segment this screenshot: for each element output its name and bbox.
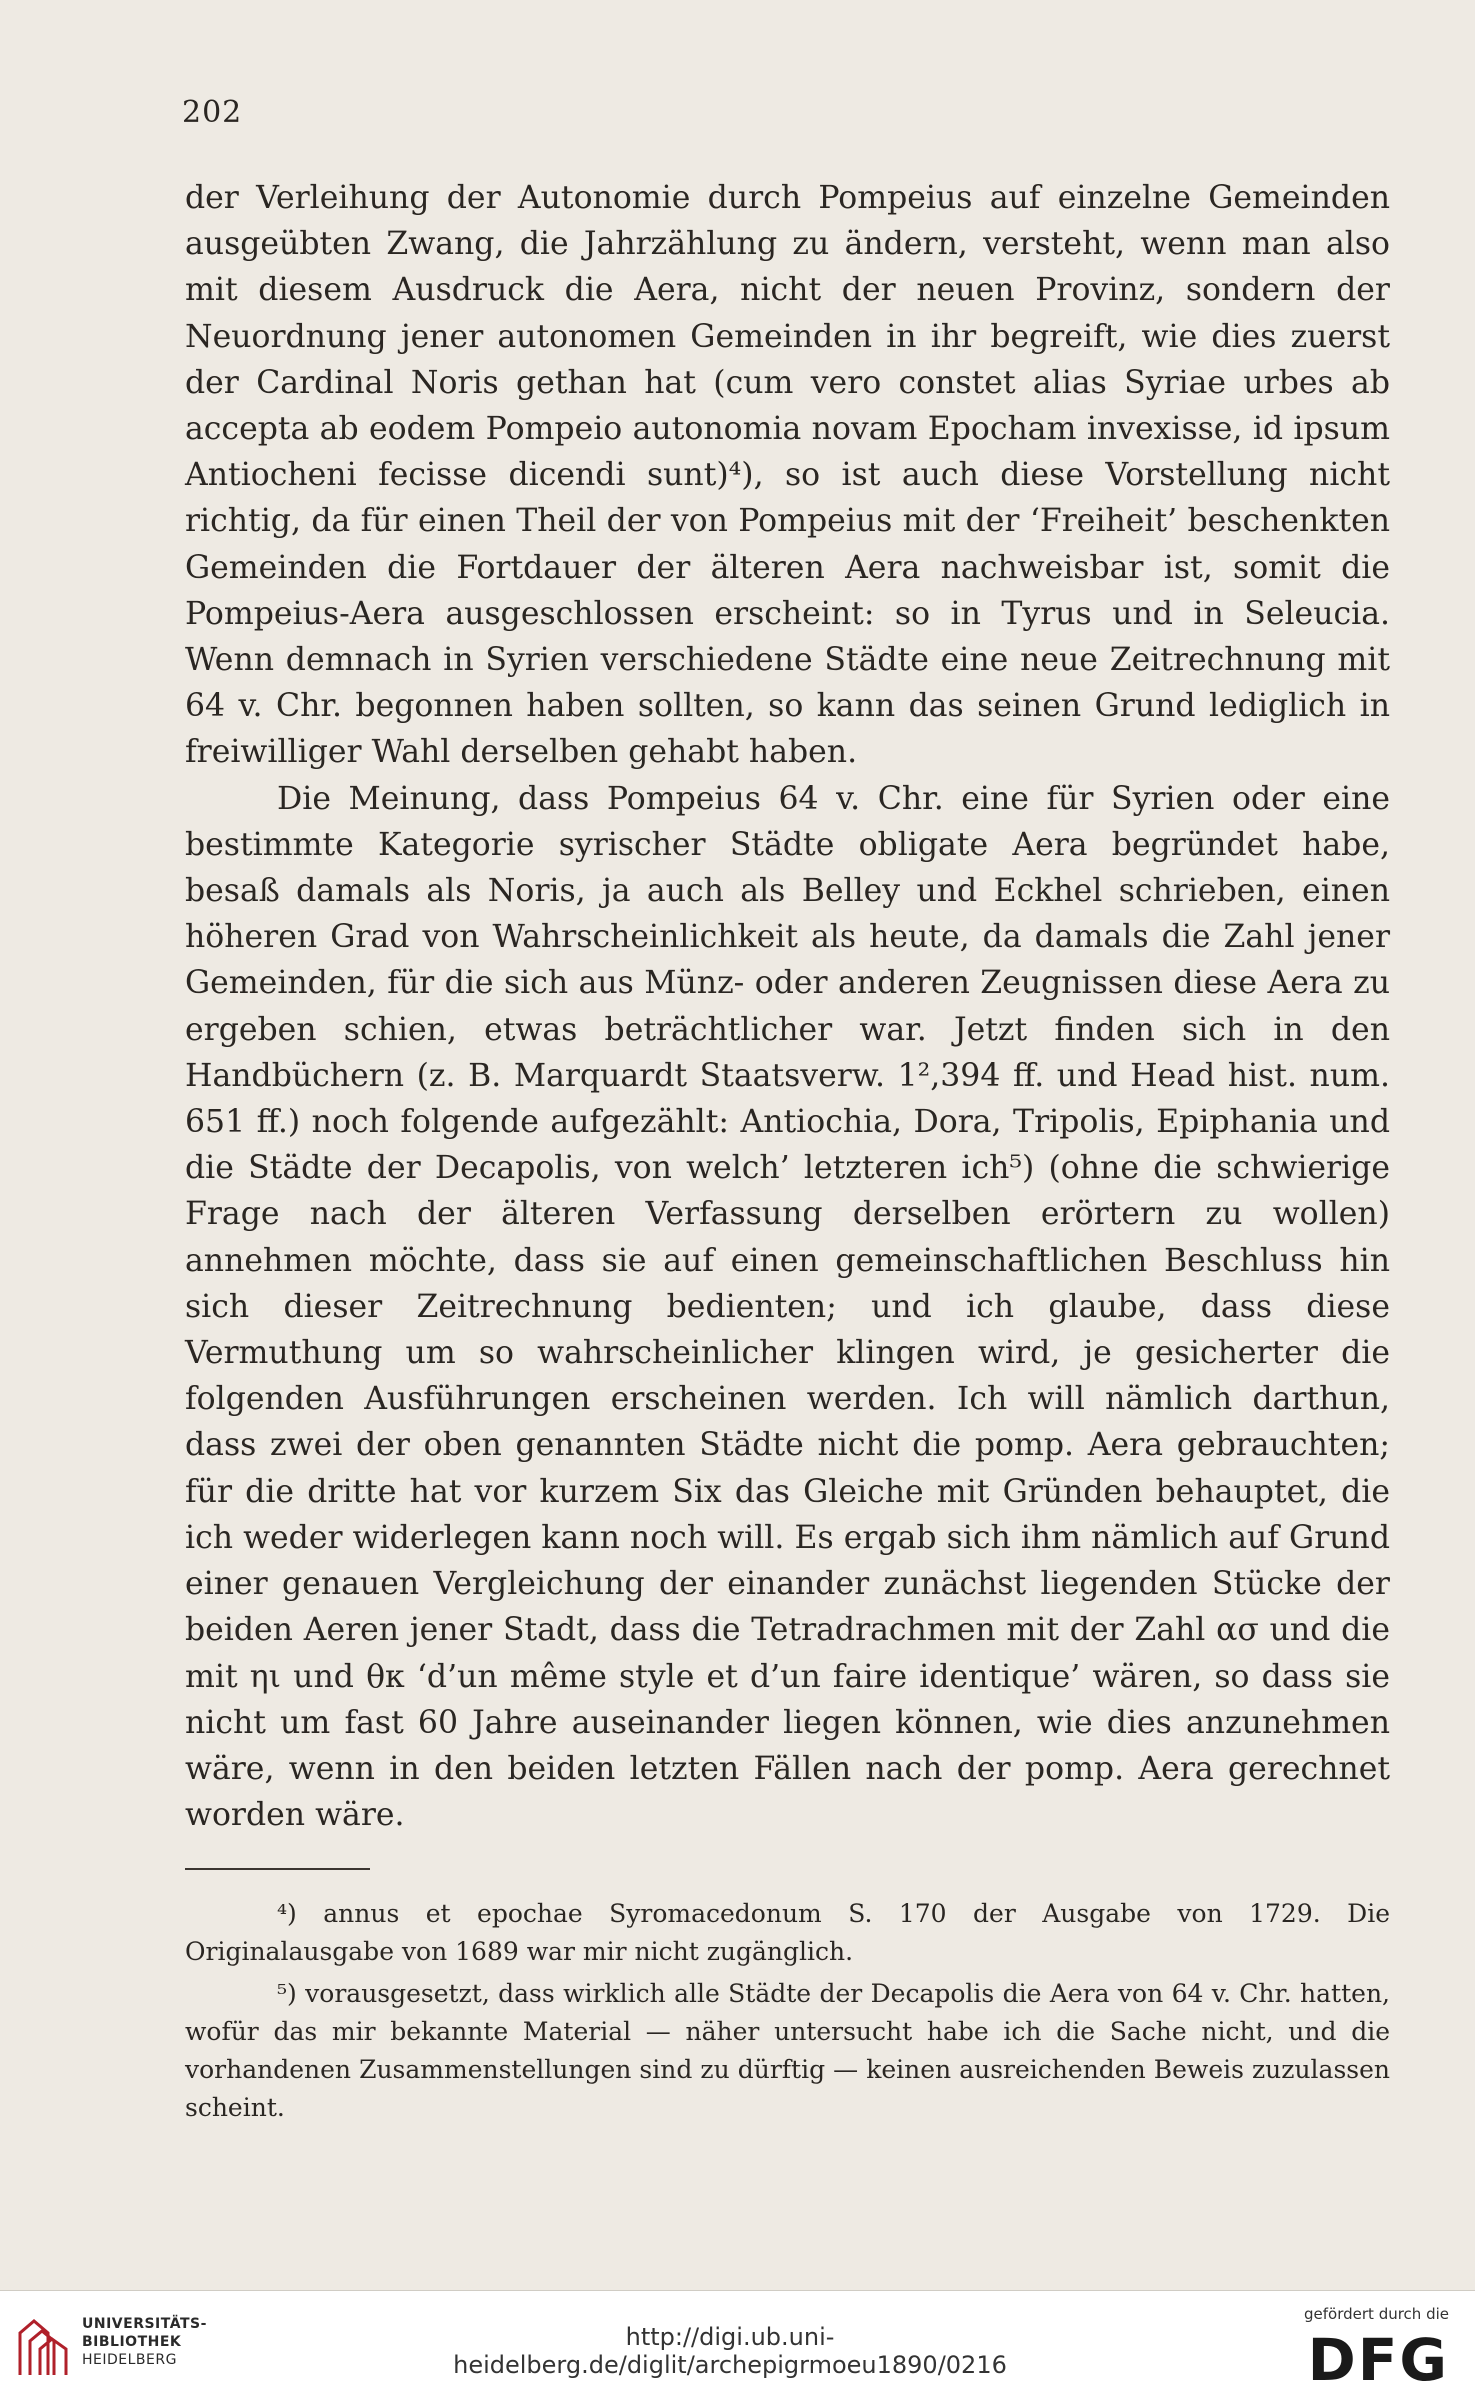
body-text <box>185 175 1390 1838</box>
dfg-logo: DFG <box>1307 2326 1449 2394</box>
viewer-footer <box>0 2290 1475 2400</box>
paragraph-2: Die Meinung, dass Pompeius 64 v. Chr. eine für Syrien oder eine bestimmte Kategorie syrischer Städte obligate Aera begründet habe, besaß damals als Noris, ja auch als Belley und Eckhel schrieben, einen höheren Grad von Wahrscheinlichkeit als heute, da damals die Zahl jener Gemeinden, für die sich aus Münz- oder anderen Zeugnissen diese Aera zu ergeben schien, etwas beträchtlicher war. Jetzt finden sich in den Handbüchern (z. B. Marquardt Staatsverw. 1²,394 ff. und Head hist. num. 651 ff.) noch folgende aufgezählt: Antiochia, Dora, Tripolis, Epiphania und die Städte der Decapolis, von welch’ letzteren ich⁵) (ohne die schwierige Frage nach der älteren Verfassung derselben erörtern zu wollen) annehmen möchte, dass sie auf einen gemeinschaftlichen Beschluss hin sich dieser Zeitrechnung bedienten; und ich glaube, dass diese Vermuthung um so wahrscheinlicher klingen wird, je gesicherter die folgenden Ausführungen erscheinen werden. Ich will nämlich darthun, dass zwei der oben genannten Städte nicht die pomp. Aera gebrauchten; für die dritte hat vor kurzem Six das Gleiche mit Gründen behauptet, die ich weder widerlegen kann noch will. Es ergab sich ihm nämlich auf Grund einer genauen Vergleichung der einander zunächst liegenden Stücke der beiden Aeren jener Stadt, dass die Tetradrachmen mit der Zahl ασ und die mit ηι und θκ ‘d’un même style et d’un faire identique’ wären, so dass sie nicht um fast 60 Jahre auseinander liegen können, wie dies anzunehmen wäre, wenn in den beiden letzten Fällen nach der pomp. Aera gerechnet worden wäre. <box>185 780 1390 1834</box>
paragraph-1: der Verleihung der Autonomie durch Pompeius auf einzelne Gemeinden ausgeübten Zwang, die Jahrzählung zu ändern, versteht, wenn man also mit diesem Ausdruck die Aera, nicht der neuen Provinz, sondern der Neuordnung jener autonomen Gemeinden in ihr begreift, wie dies zuerst der Cardinal Noris gethan hat (cum vero constet alias Syriae urbes ab accepta ab eodem Pompeio autonomia novam Epocham invexisse, id ipsum Antiocheni fecisse dicendi sunt)⁴), so ist auch diese Vorstellung nicht richtig, da für einen Theil der von Pompeius mit der ‘Freiheit’ beschenkten Gemeinden die Fortdauer der älteren Aera nachweisbar ist, somit die Pompeius-Aera ausgeschlossen erscheint: so in Tyrus und in Seleucia. Wenn demnach in Syrien verschiedene Städte eine neue Zeitrechnung mit 64 v. Chr. begonnen haben sollten, so kann das seinen Grund lediglich in freiwilliger Wahl derselben gehabt haben. <box>185 180 1390 771</box>
footnote-4: ⁴) annus et epochae Syromacedonum S. 170 der Ausgabe von 1729. Die Originalausgabe von 1689 war mir nicht zugänglich. <box>185 1899 1390 1966</box>
library-name-line1: UNIVERSITÄTS- <box>82 2316 207 2332</box>
library-name-line2: BIBLIOTHEK <box>82 2334 182 2350</box>
page-number: 202 <box>182 95 243 130</box>
footnote-divider <box>185 1868 370 1870</box>
ub-heidelberg-logo-icon <box>14 2311 72 2381</box>
funding-label: gefördert durch die <box>1304 2305 1449 2323</box>
permalink-url[interactable]: http://digi.ub.uni-heidelberg.de/diglit/archepigrmoeu1890/0216 <box>453 2323 1007 2379</box>
footnote-5: ⁵) vorausgesetzt, dass wirklich alle Städte der Decapolis die Aera von 64 v. Chr. hatten, wofür das mir bekannte Material — näher untersucht habe ich die Sache nicht, und die vorhandenen Zusammenstellungen sind zu dürftig — keinen ausreichenden Beweis zuzulassen scheint. <box>185 1979 1390 2122</box>
library-name-line3: HEIDELBERG <box>82 2352 177 2368</box>
library-name <box>82 2315 207 2369</box>
footnotes <box>185 1895 1390 2127</box>
